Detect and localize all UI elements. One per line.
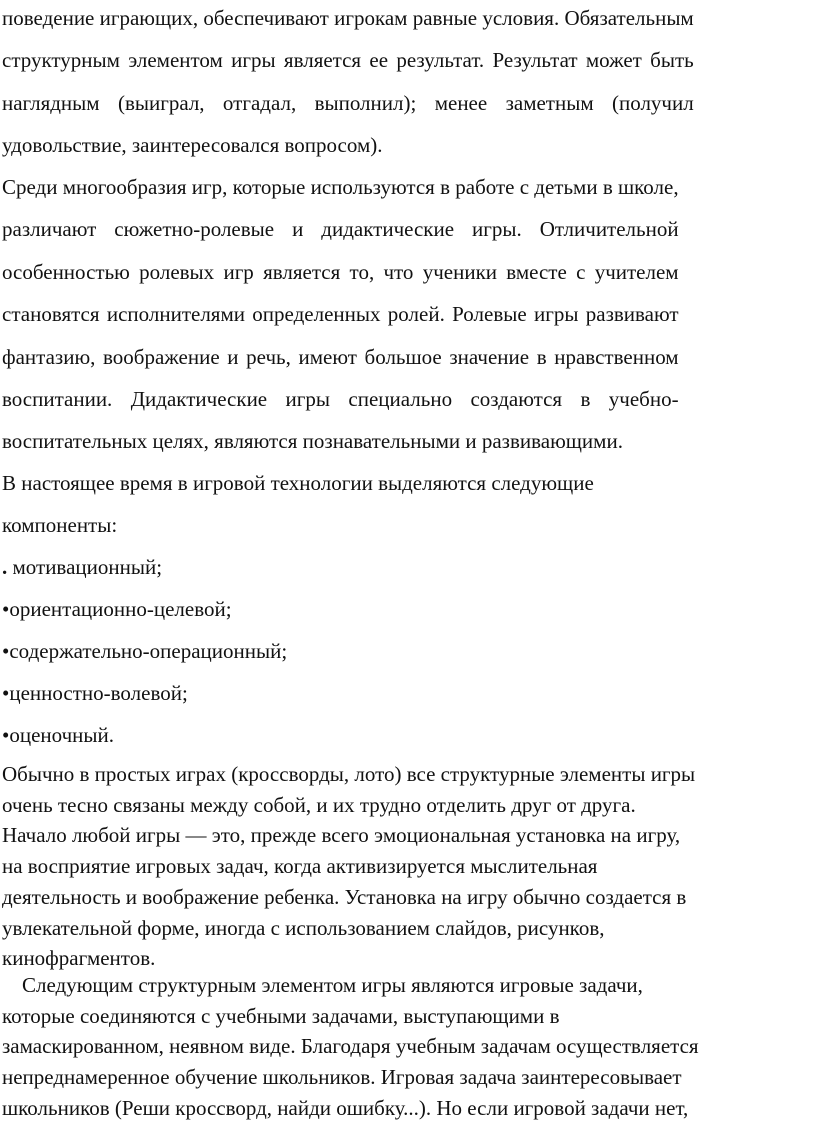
list-item-text: оценочный. bbox=[9, 723, 115, 747]
list-item bbox=[2, 630, 287, 672]
paragraph-game-types bbox=[2, 166, 679, 463]
paragraph-game-start bbox=[2, 759, 814, 974]
text-line: воспитании. Дидактические игры специально создаются в учебно- bbox=[2, 387, 679, 412]
text-line: удовольствие, заинтересовался вопросом). bbox=[2, 133, 383, 158]
text-line: Начало любой игры — это, прежде всего эмоциональная установка на игру, bbox=[2, 823, 681, 848]
list-item bbox=[2, 672, 287, 714]
text-line: компоненты: bbox=[2, 513, 118, 538]
text-line: фантазию, воображение и речь, имеют большое значение в нравственном bbox=[2, 344, 679, 369]
text-line: структурным элементом игры является ее результат. Результат может быть bbox=[2, 48, 694, 73]
text-line: замаскированном, неявном виде. Благодаря учебным задачам осуществляется bbox=[2, 1034, 699, 1059]
text-line: различают сюжетно-ролевые и дидактические игры. Отличительной bbox=[2, 217, 679, 242]
text-line: очень тесно связаны между собой, и их трудно отделить друг от друга. bbox=[2, 792, 636, 817]
text-line: кинофрагментов. bbox=[2, 946, 156, 971]
bullet-marker: • bbox=[2, 639, 10, 663]
text-line: Следующим структурным элементом игры являются игровые задачи, bbox=[22, 973, 643, 997]
text-line: на восприятие игровых задач, когда активизируется мыслительная bbox=[2, 854, 598, 879]
list-item bbox=[2, 546, 287, 588]
components-list bbox=[2, 546, 287, 756]
bullet-marker: • bbox=[2, 723, 10, 747]
text-line: особенностью ролевых игр является то, что ученики вместе с учителем bbox=[2, 259, 679, 284]
paragraph-game-result bbox=[2, 0, 694, 167]
text-line: школьников (Реши кроссворд, найди ошибку...). Но если игровой задачи нет, bbox=[2, 1095, 689, 1120]
text-line: увлекательной форме, иногда с использованием слайдов, рисунков, bbox=[2, 915, 605, 940]
list-item-text: мотивационный; bbox=[12, 555, 163, 579]
text-line: Обычно в простых играх (кроссворды, лото) все структурные элементы игры bbox=[2, 762, 696, 786]
list-item-text: содержательно-операционный; bbox=[9, 639, 288, 663]
text-line: воспитательных целях, являются познавательными и развивающими. bbox=[2, 429, 623, 454]
text-line: наглядным (выиграл, отгадал, выполнил); менее заметным (получил bbox=[2, 90, 694, 115]
bullet-marker: • bbox=[2, 597, 10, 621]
text-line: которые соединяются с учебными задачами, выступающими в bbox=[2, 1003, 560, 1028]
text-line: В настоящее время в игровой технологии выделяются следующие bbox=[2, 471, 594, 495]
bullet-marker: • bbox=[2, 681, 10, 705]
list-item bbox=[2, 588, 287, 630]
list-item-text: ценностно-волевой; bbox=[9, 681, 188, 705]
bullet-marker: . bbox=[2, 555, 13, 579]
text-line: деятельность и воображение ребенка. Установка на игру обычно создается в bbox=[2, 884, 687, 909]
list-item bbox=[2, 714, 287, 756]
paragraph-game-tasks bbox=[2, 970, 814, 1124]
text-line: поведение играющих, обеспечивают игрокам равные условия. Обязательным bbox=[2, 6, 694, 30]
list-item-text: ориентационно-целевой; bbox=[9, 597, 232, 621]
text-line: Среди многообразия игр, которые используются в работе с детьми в школе, bbox=[2, 175, 679, 199]
text-line: становятся исполнителями определенных ролей. Ролевые игры развивают bbox=[2, 302, 679, 327]
text-line: непреднамеренное обучение школьников. Игровая задача заинтересовывает bbox=[2, 1065, 682, 1090]
paragraph-components-intro bbox=[2, 462, 594, 547]
